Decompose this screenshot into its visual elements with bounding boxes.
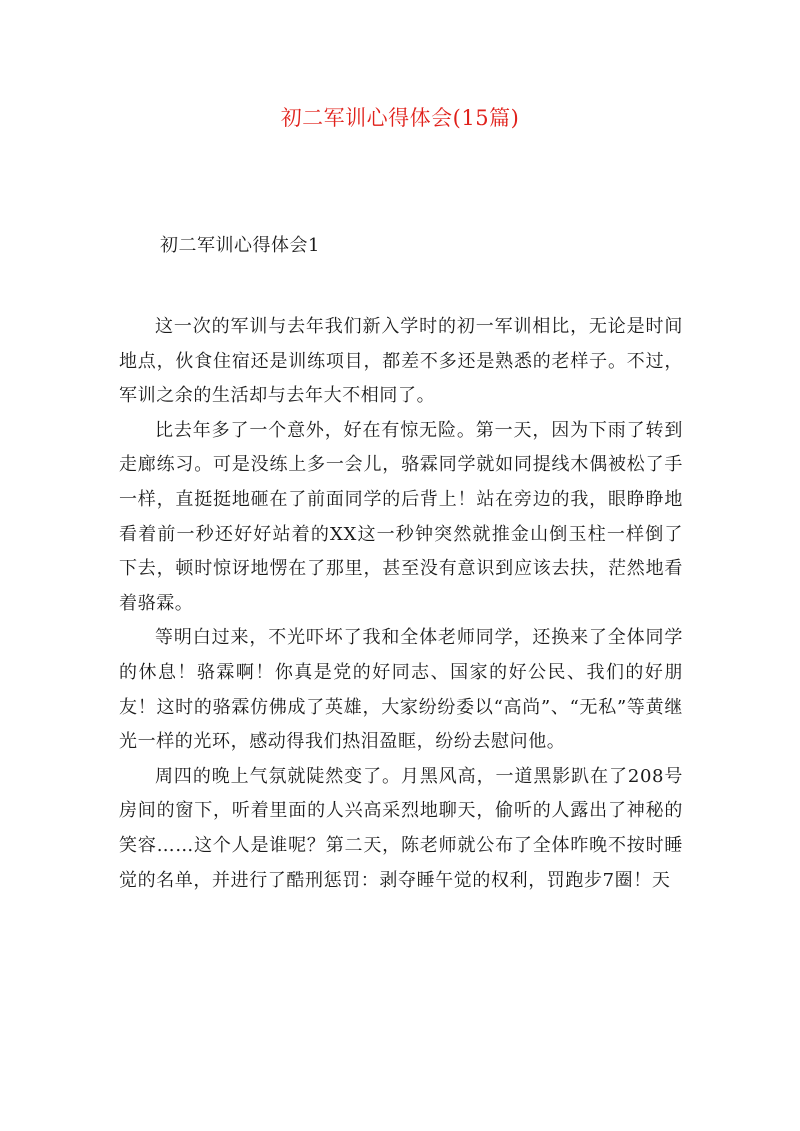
document-title: 初二军训心得体会(15篇) [280, 106, 520, 130]
paragraph: 比去年多了一个意外，好在有惊无险。第一天，因为下雨了转到走廊练习。可是没练上多一会儿，骆霖同学就如同提线木偶被松了手一样，直挺挺地砸在了前面同学的后背上！站在旁边的我，眼睁睁地看着前一秒还好好站着的XX这一秒钟突然就推金山倒玉柱一样倒了下去，顿时惊讶地愣在了那里，甚至没有意识到应该去扶，茫然地看着骆霖。 [119, 419, 683, 614]
section-heading: 初二军训心得体会1 [160, 235, 320, 256]
paragraph: 周四的晚上气氛就陡然变了。月黑风高，一道黑影趴在了208号房间的窗下，听着里面的人兴高采烈地聊天，偷听的人露出了神秘的笑容……这个人是谁呢？第二天，陈老师就公布了全体昨晚不按时睡觉的名单，并进行了酷刑惩罚：剥夺睡午觉的权利，罚跑步7圈！天 [119, 765, 683, 891]
paragraph: 等明白过来，不光吓坏了我和全体老师同学，还换来了全体同学的休息！骆霖啊！你真是党的好同志、国家的好公民、我们的好朋友！这时的骆霖仿佛成了英雄，大家纷纷委以“高尚”、“无私”等黄继光一样的光环，感动得我们热泪盈眶，纷纷去慰问他。 [119, 627, 683, 753]
paragraph: 这一次的军训与去年我们新入学时的初一军训相比，无论是时间地点，伙食住宿还是训练项目，都差不多还是熟悉的老样子。不过，军训之余的生活却与去年大不相同了。 [119, 316, 683, 407]
body-text [119, 310, 683, 898]
